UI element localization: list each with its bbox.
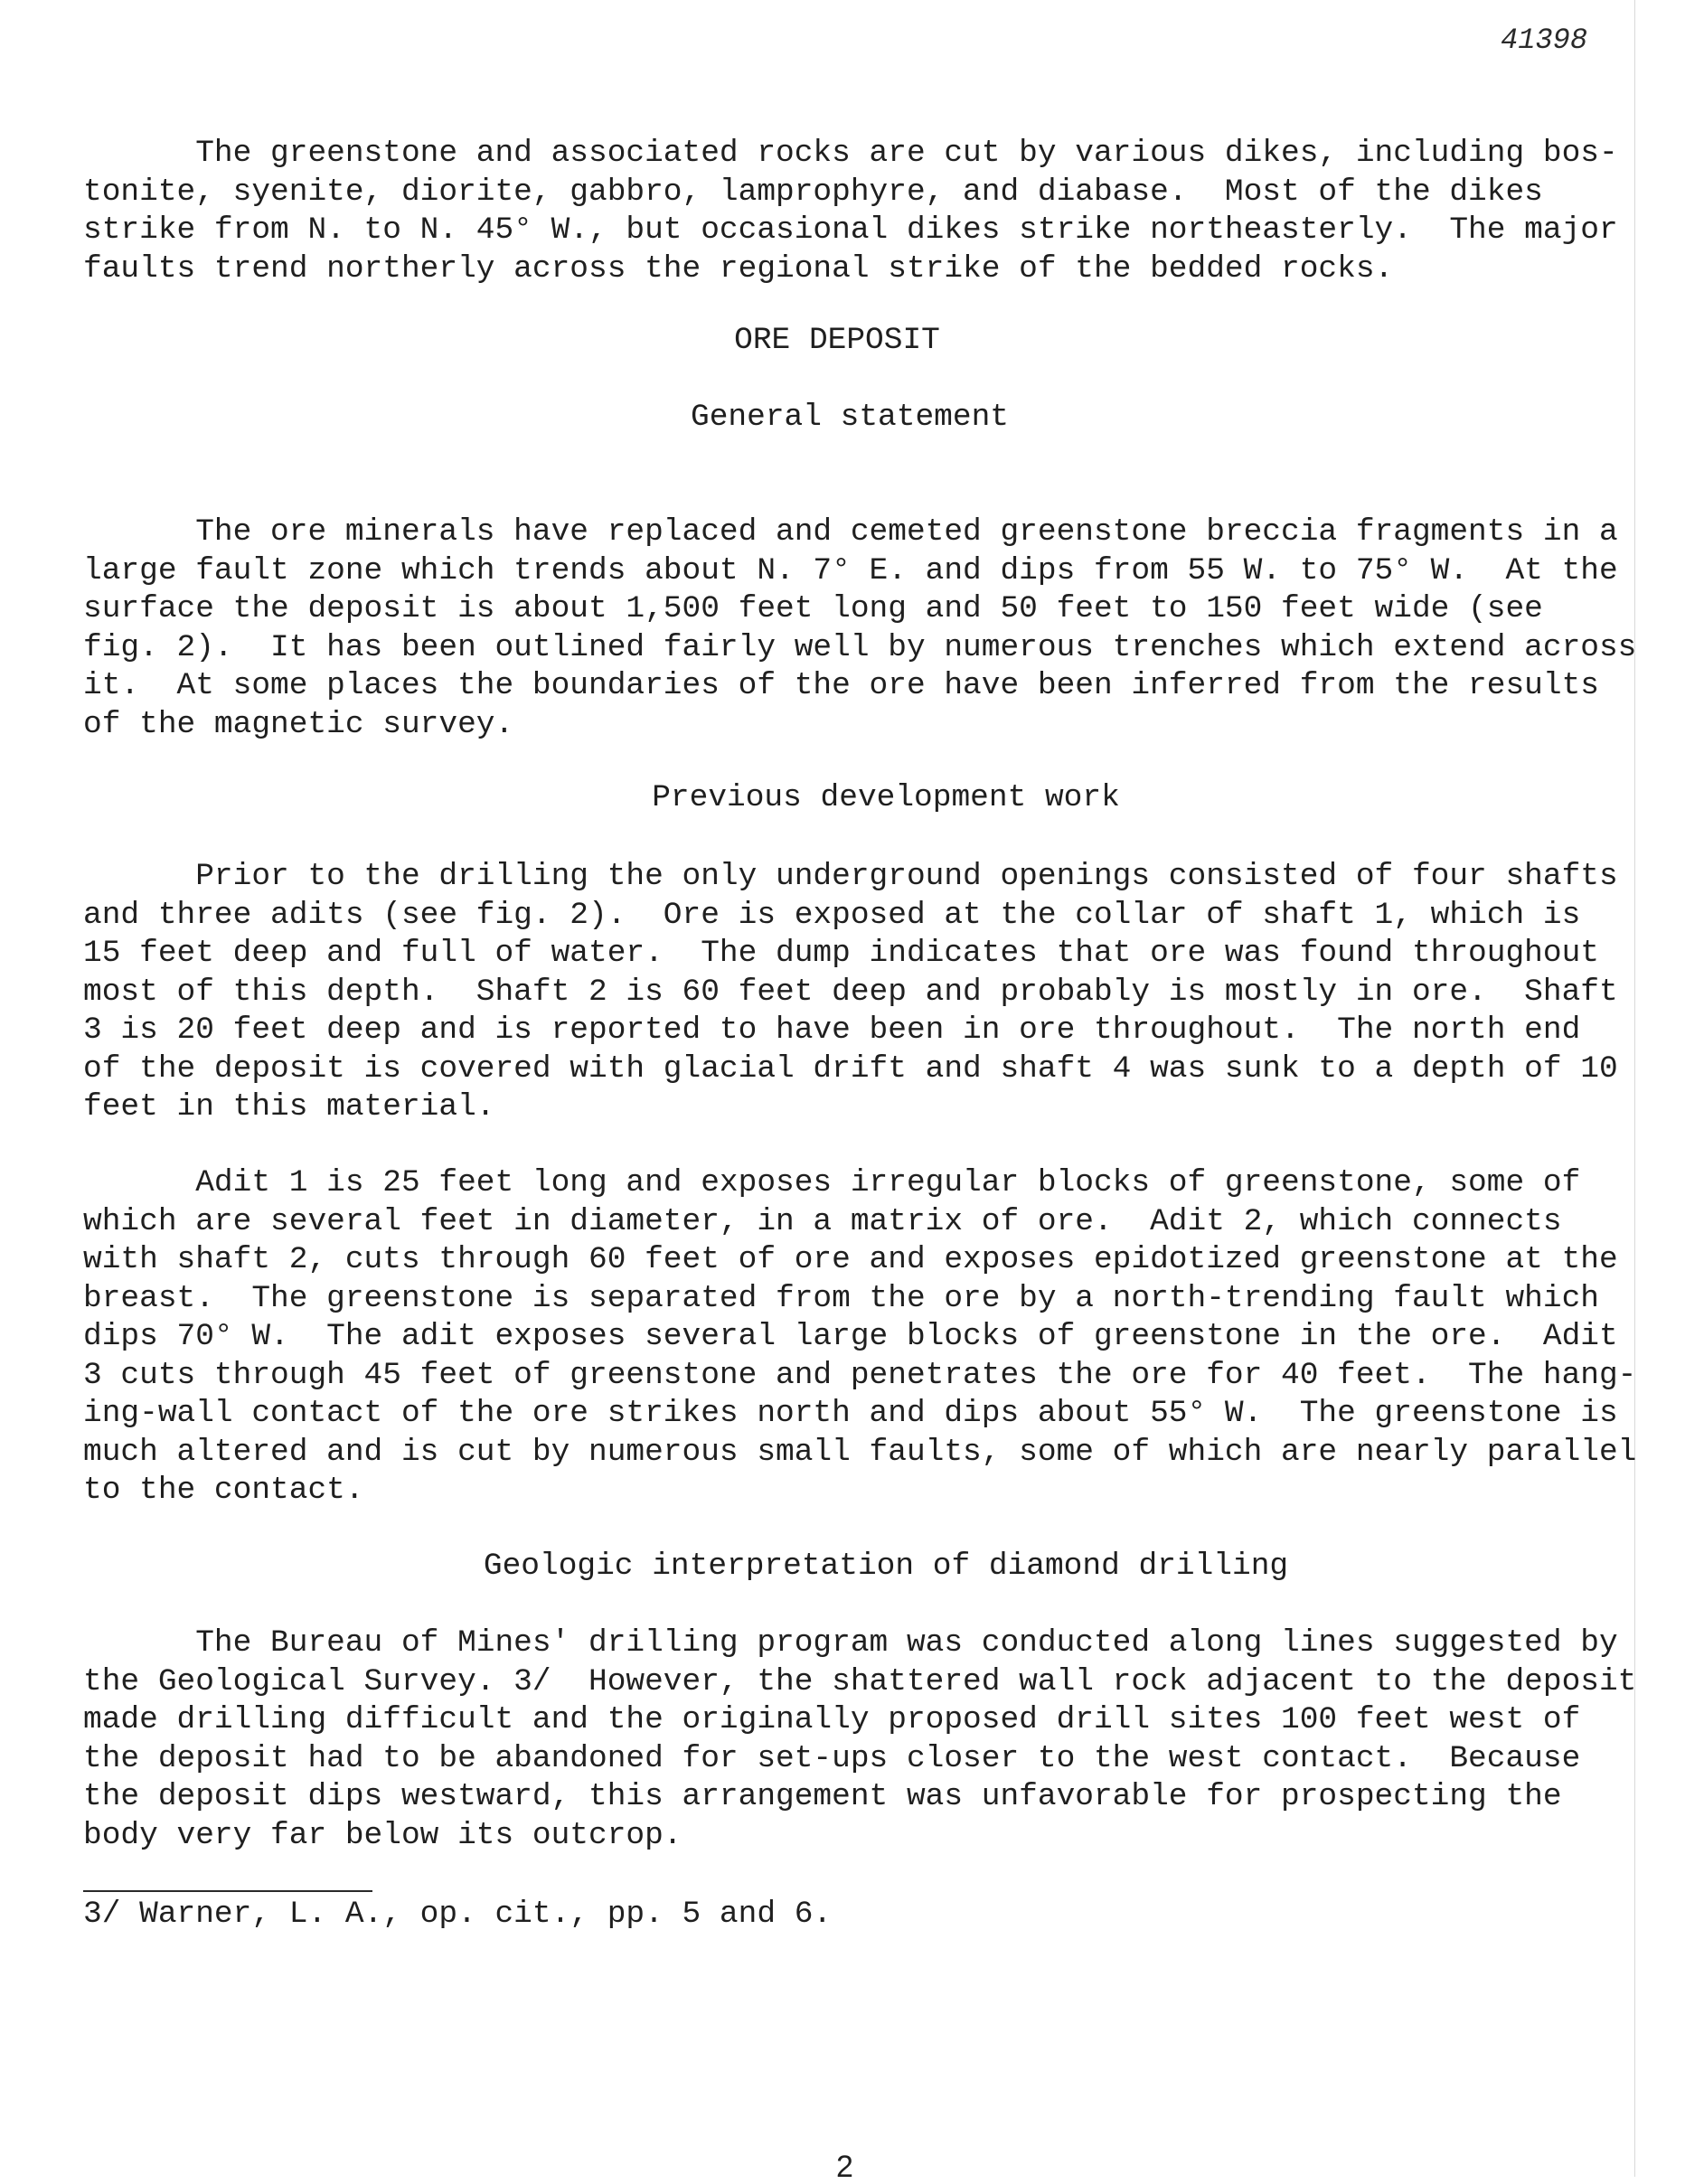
page-number: 2 <box>836 2150 853 2184</box>
heading-general-statement: General statement <box>691 400 1009 435</box>
paragraph-dikes: The greenstone and associated rocks are cut by various dikes, including bos- tonite, syenite, diorite, gabbro, lamprophyre, and diabase. Most of the dikes strike from N. to N. 45° W., but occasional dikes strike northeasterly. The major faults trend northerly across the regional strike of the bedded rocks. <box>83 136 1618 287</box>
paragraph-drilling-program: The Bureau of Mines' drilling program was conducted along lines suggested by the Geological Survey. 3/ However, the shattered wall rock adjacent to the deposit made drilling difficult and the originally proposed drill sites 100 feet west of the deposit had to be abandoned for set-ups closer to the west contact. Because the deposit dips westward, this arrangement was unfavorable for prospecting the body very far below its outcrop. <box>83 1625 1637 1853</box>
page-id: 41398 <box>1501 24 1588 57</box>
paragraph-openings: Prior to the drilling the only underground openings consisted of four shafts and three adits (see fig. 2). Ore is exposed at the collar of shaft 1, which is 15 feet deep and full of water. The dump indicates that ore was found throughout most of this depth. Shaft 2 is 60 feet deep and probably is mostly in ore. Shaft 3 is 20 feet deep and is reported to have been in ore throughout. The north end of the deposit is covered with glacial drift and shaft 4 was sunk to a depth of 10 feet in this material. <box>83 859 1618 1125</box>
heading-previous-development-work: Previous development work <box>652 780 1120 815</box>
footnote-rule <box>83 1890 372 1892</box>
paragraph-general-statement: The ore minerals have replaced and cemeted greenstone breccia fragments in a large fault zone which trends about N. 7° E. and dips from 55 W. to 75° W. At the surface the deposit is about 1,500 feet long and 50 feet to 150 feet wide (see fig. 2). It has been outlined fairly well by numerous trenches which extend across it. At some places the boundaries of the ore have been inferred from the results of the magnetic survey. <box>83 514 1637 742</box>
paragraph-adits: Adit 1 is 25 feet long and exposes irregular blocks of greenstone, some of which are several feet in diameter, in a matrix of ore. Adit 2, which connects with shaft 2, cuts through 60 feet of ore and exposes epidotized greenstone at the breast. The greenstone is separated from the ore by a north-trending fault which dips 70° W. The adit exposes several large blocks of greenstone in the ore. Adit 3 cuts through 45 feet of greenstone and penetrates the ore for 40 feet. The hang- ing-wall contact of the ore strikes north and dips about 55° W. The greenstone is much altered and is cut by numerous small faults, some of which are nearly parallel to the contact. <box>83 1165 1637 1508</box>
heading-geologic-interpretation: Geologic interpretation of diamond drilling <box>483 1549 1289 1584</box>
footnote: 3/ Warner, L. A., op. cit., pp. 5 and 6. <box>83 1897 833 1932</box>
heading-ore-deposit: ORE DEPOSIT <box>734 323 940 358</box>
